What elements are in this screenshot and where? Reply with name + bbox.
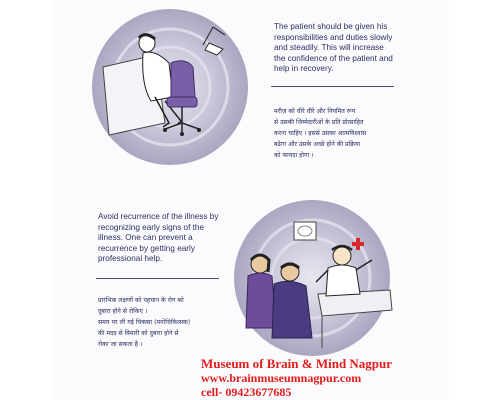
english-paragraph-bottom: Avoid recurrence of the illness by recognizing early signs of the illness. One can prevent a recurrence by getting early professional help. xyxy=(98,212,219,264)
museum-footer xyxy=(201,357,392,399)
patient-at-desk-illustration xyxy=(85,5,255,170)
doctor-consultation-illustration xyxy=(222,198,402,358)
museum-name: Museum of Brain & Mind Nagpur xyxy=(201,356,393,371)
divider-top xyxy=(271,86,394,87)
hindi-paragraph-bottom: प्रारंभिक लक्षणों को पहचान के रोग को दुबारा होने से रोकिए । समय पर ली गई चिक्त्सा (मनोचिकित्सक) की मदद से बिमारी को दुबारा होने से रोका जा सकता है । xyxy=(98,297,191,348)
museum-phone: cell- 09423677685 xyxy=(201,385,292,399)
museum-website-link[interactable]: www.brainmuseumnagpur.com xyxy=(201,371,362,385)
hindi-paragraph-top: मरीज़ को धीरे धीरे और नियमित रूप से उसकी जिम्मेदारीओं के प्रति प्रोत्साहित करना चाहिए । इससे उसका आत्मविश्वास बढेगा और उसके अच्छे होने की प्रक्रिया को फायदा होगा । xyxy=(274,108,367,159)
english-paragraph-top: The patient should be given his responsibilities and duties slowly and steadily. This will increase the confidence of the patient and help in recovery. xyxy=(274,22,393,74)
divider-bottom xyxy=(96,278,219,279)
